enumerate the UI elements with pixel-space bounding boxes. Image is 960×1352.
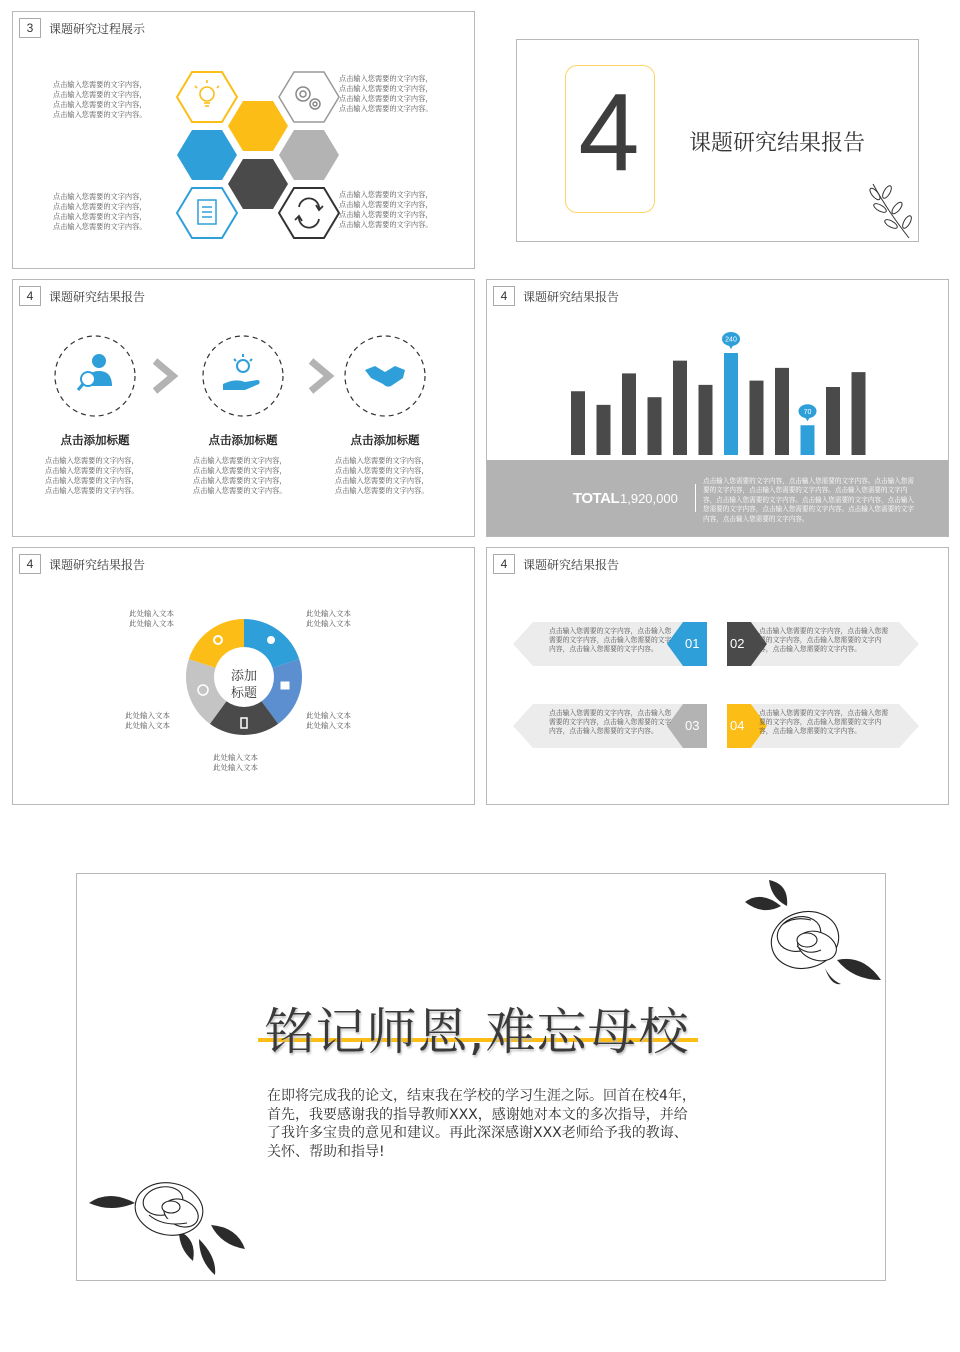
cycle-center-line1: 添加 (230, 669, 257, 684)
chevron-right-icon (151, 358, 179, 394)
slide-bar-chart (486, 279, 949, 537)
hand-idea-icon (223, 354, 260, 390)
summary-text: 点击输入您需要的文字内容，点击输入您需要的文字内容。点击输入您需要的文字内容，点击输入您需要的文字内容。点击输入您需要的文字内容，点击输入您需要的文字内容。点击输入您需要的文字内容，点击输入您需要的文字内容，点击输入您需要的文字内容。点击输入您需要的文字内容，点击输入您需要的文字内容。 (703, 477, 914, 523)
bar-8 (750, 381, 764, 455)
slide-header (19, 18, 145, 38)
arrow-number-01: 01 (685, 636, 700, 651)
slide-section-cover (516, 39, 919, 242)
slide-header (19, 554, 145, 574)
slide-four-arrows (486, 547, 949, 805)
cycle-label-bottom: 此处输入文本 此处输入文本 (213, 753, 258, 772)
callout-10 (799, 404, 817, 421)
step-heading-2: 点击添加标题 (208, 433, 278, 447)
slide-title: 课题研究结果报告 (523, 557, 620, 572)
step-heading-3: 点击添加标题 (350, 433, 420, 447)
bar-1 (571, 391, 585, 455)
arrow-number-04: 04 (730, 718, 745, 733)
text-block-top-left: 点击输入您需要的文字内容，点击输入您需要的文字内容，点击输入您需要的文字内容，点击输入您需要的文字内容。 (53, 80, 147, 119)
data-label-7: 240 (725, 336, 737, 344)
bar-7 (724, 353, 738, 455)
slide-number: 4 (19, 554, 41, 574)
step-text-1: 点击输入您需要的文字内容，点击输入您需要的文字内容，点击输入您需要的文字内容，点击输入您需要的文字内容。 (45, 456, 139, 495)
slide-number: 4 (493, 554, 515, 574)
step-text-2: 点击输入您需要的文字内容，点击输入您需要的文字内容，点击输入您需要的文字内容，点击输入您需要的文字内容。 (193, 456, 287, 495)
slide-title: 课题研究结果报告 (49, 557, 146, 572)
slide-header (19, 286, 145, 306)
handshake-icon (365, 366, 405, 387)
slide-number: 4 (19, 286, 41, 306)
callout-7 (722, 332, 740, 349)
cycle-label-mid-left: 此处输入文本 此处输入文本 (125, 711, 170, 730)
slide-three-steps (12, 279, 475, 537)
arrow-text-01: 点击输入您需要的文字内容，点击输入您需要的文字内容，点击输入您需要的文字内容，点击输入您需要的文字内容。 (549, 627, 672, 653)
hexagon-cluster (153, 64, 343, 254)
step-circle-3 (343, 334, 427, 418)
cycle-center-line2: 标题 (230, 686, 257, 701)
slide-title: 课题研究结果报告 (523, 289, 620, 304)
total-value: 1,920,000 (620, 491, 678, 506)
text-block-top-right: 点击输入您需要的文字内容，点击输入您需要的文字内容，点击输入您需要的文字内容，点击输入您需要的文字内容。 (339, 74, 433, 113)
arrow-text-02: 点击输入您需要的文字内容，点击输入您需要的文字内容，点击输入您需要的文字内容，点击输入您需要的文字内容。 (759, 627, 889, 653)
cycle-label-top-left: 此处输入文本 此处输入文本 (129, 609, 174, 628)
step-circle-1 (53, 334, 137, 418)
cycle-label-mid-right: 此处输入文本 此处输入文本 (306, 711, 351, 730)
slide-title: 课题研究过程展示 (49, 21, 146, 36)
bar-11 (826, 387, 840, 455)
home-icon (281, 682, 289, 689)
bar-3 (622, 373, 636, 455)
arrow-shapes (487, 548, 948, 804)
arrow-number-03: 03 (685, 718, 700, 733)
thanks-paragraph: 在即将完成我的论文，结束我在学校的学习生涯之际。回首在校4年，首先，我要感谢我的指导教师XXX，感谢她对本文的多次指导，并给了我许多宝贵的意见和建议。再此深深感谢XXX老师给予我的教诲、关怀、帮助和指导! (267, 1088, 696, 1160)
data-label-10: 70 (803, 408, 812, 416)
slide-title: 课题研究结果报告 (49, 289, 146, 304)
step-circle-2 (201, 334, 285, 418)
person-search-icon (78, 354, 112, 390)
bar-9 (775, 368, 789, 455)
arrow-text-03: 点击输入您需要的文字内容，点击输入您需要的文字内容，点击输入您需要的文字内容，点击输入您需要的文字内容。 (549, 709, 672, 735)
flower-top-right-icon (741, 876, 885, 988)
bar-12 (852, 372, 866, 455)
arrow-text-04: 点击输入您需要的文字内容，点击输入您需要的文字内容，点击输入您需要的文字内容，点击输入您需要的文字内容。 (759, 709, 889, 735)
slide-process-display (12, 11, 475, 269)
total-label: TOTAL (573, 490, 620, 507)
user-icon (268, 637, 275, 644)
summary-divider (695, 484, 696, 512)
bar-4 (648, 397, 662, 455)
text-block-bottom-right: 点击输入您需要的文字内容，点击输入您需要的文字内容，点击输入您需要的文字内容，点击输入您需要的文字内容。 (339, 190, 433, 229)
bar-2 (597, 405, 611, 455)
section-title: 课题研究结果报告 (689, 131, 866, 156)
bar-6 (699, 385, 713, 455)
chevron-right-icon (307, 358, 335, 394)
flower-bottom-left-icon (87, 1169, 247, 1277)
text-block-bottom-left: 点击输入您需要的文字内容，点击输入您需要的文字内容，点击输入您需要的文字内容，点击输入您需要的文字内容。 (53, 192, 147, 231)
arrow-number-02: 02 (730, 636, 745, 651)
bar-10 (801, 425, 815, 455)
bar-5 (673, 361, 687, 455)
bar-chart (487, 280, 948, 480)
leaf-sprig-icon (865, 180, 915, 242)
big-number: 4 (578, 71, 640, 194)
slide-number: 4 (493, 286, 515, 306)
thanks-title: 铭记师恩,难忘母校 (264, 1003, 690, 1061)
slide-cycle (12, 547, 475, 805)
slide-number: 3 (19, 18, 41, 38)
step-text-3: 点击输入您需要的文字内容，点击输入您需要的文字内容，点击输入您需要的文字内容，点击输入您需要的文字内容。 (335, 456, 429, 495)
cycle-label-top-right: 此处输入文本 此处输入文本 (306, 609, 351, 628)
slide-thanks (76, 873, 886, 1281)
step-heading-1: 点击添加标题 (60, 433, 130, 447)
